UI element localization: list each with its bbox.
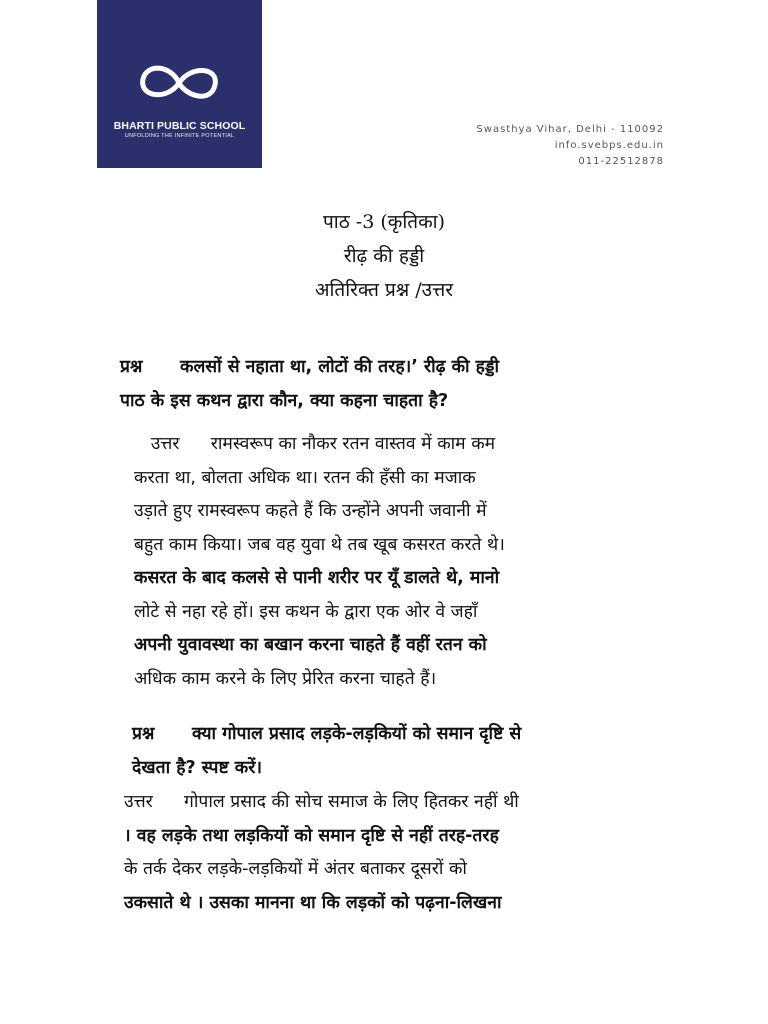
question-1: [120, 351, 680, 418]
answer-label: उत्तर: [150, 434, 180, 454]
answer-1-line: लोटे से नहा रहे हों। इस कथन के द्वारा एक ओर वे जहाँ: [134, 601, 478, 622]
answer-1-line: अपनी युवावस्था का बखान करना चाहते हैं वहीं रतन को: [134, 635, 487, 655]
address-text: Swasthya Vihar, Delhi - 110092: [476, 124, 664, 135]
school-tagline: UNFOLDING THE INFINITE POTENTIAL: [124, 133, 235, 139]
school-logo: [97, 0, 262, 168]
answer-2-line: उकसाते थे । उसका मानना था कि लड़कों को पढ़ना-लिखना: [124, 892, 502, 913]
answer-2-line: । वह लड़के तथा लड़कियों को समान दृष्टि से नहीं तरह-तरह: [124, 825, 499, 846]
chapter-title: रीढ़ की हड्डी: [343, 245, 425, 267]
answer-2: [124, 786, 704, 920]
answer-1-line: बहुत काम किया। जब वह युवा थे तब खूब कसरत करते थे।: [134, 534, 505, 555]
answer-1: [134, 428, 714, 696]
answer-2-line: के तर्क देकर लड़के-लड़कियों में अंतर बताकर दूसरों को: [124, 859, 467, 879]
answer-1-line: उड़ाते हुए रामस्वरूप कहते हैं कि उन्होंने अपनी जवानी में: [134, 501, 487, 521]
answer-1-line: कसरत के बाद कलसे से पानी शरीर पर यूँ डालते थे, मानो: [134, 568, 500, 588]
school-name: BHARTI PUBLIC SCHOOL: [113, 120, 246, 132]
section-subtitle: अतिरिक्त प्रश्न /उत्तर: [314, 279, 453, 301]
answer-2-line: उत्तर गोपाल प्रसाद की सोच समाज के लिए हितकर नहीं थी: [124, 786, 704, 820]
phone-text: 011-22512878: [578, 156, 664, 167]
email-text: info.svebps.edu.in: [554, 140, 664, 151]
question-label: प्रश्न: [120, 357, 143, 377]
lesson-title: पाठ -3 (कृतिका): [322, 211, 446, 233]
page-heading: [0, 205, 768, 307]
answer-label: उत्तर: [124, 792, 153, 812]
question-1-line: प्रश्न कलसों से नहाता था, लोटों की तरह।’ रीढ़ की हड्डी: [120, 351, 680, 385]
question-2-line: प्रश्न क्या गोपाल प्रसाद लड़के-लड़कियों को समान दृष्टि से: [132, 718, 702, 752]
question-2-line: देखता है? स्पष्ट करें।: [132, 757, 263, 778]
answer-1-line: करता था, बोलता अधिक था। रतन की हँसी का मजाक: [134, 467, 476, 488]
contact-info: [476, 122, 664, 170]
answer-1-line: अधिक काम करने के लिए प्रेरित करना चाहते हैं।: [134, 668, 437, 689]
infinity-logo-icon: [133, 57, 225, 109]
question-2: [132, 718, 702, 785]
answer-1-line: उत्तर रामस्वरूप का नौकर रतन वास्तव में काम कम: [134, 428, 714, 462]
question-label: प्रश्न: [132, 724, 155, 744]
question-1-line: पाठ के इस कथन द्वारा कौन, क्या कहना चाहता है?: [120, 390, 449, 411]
